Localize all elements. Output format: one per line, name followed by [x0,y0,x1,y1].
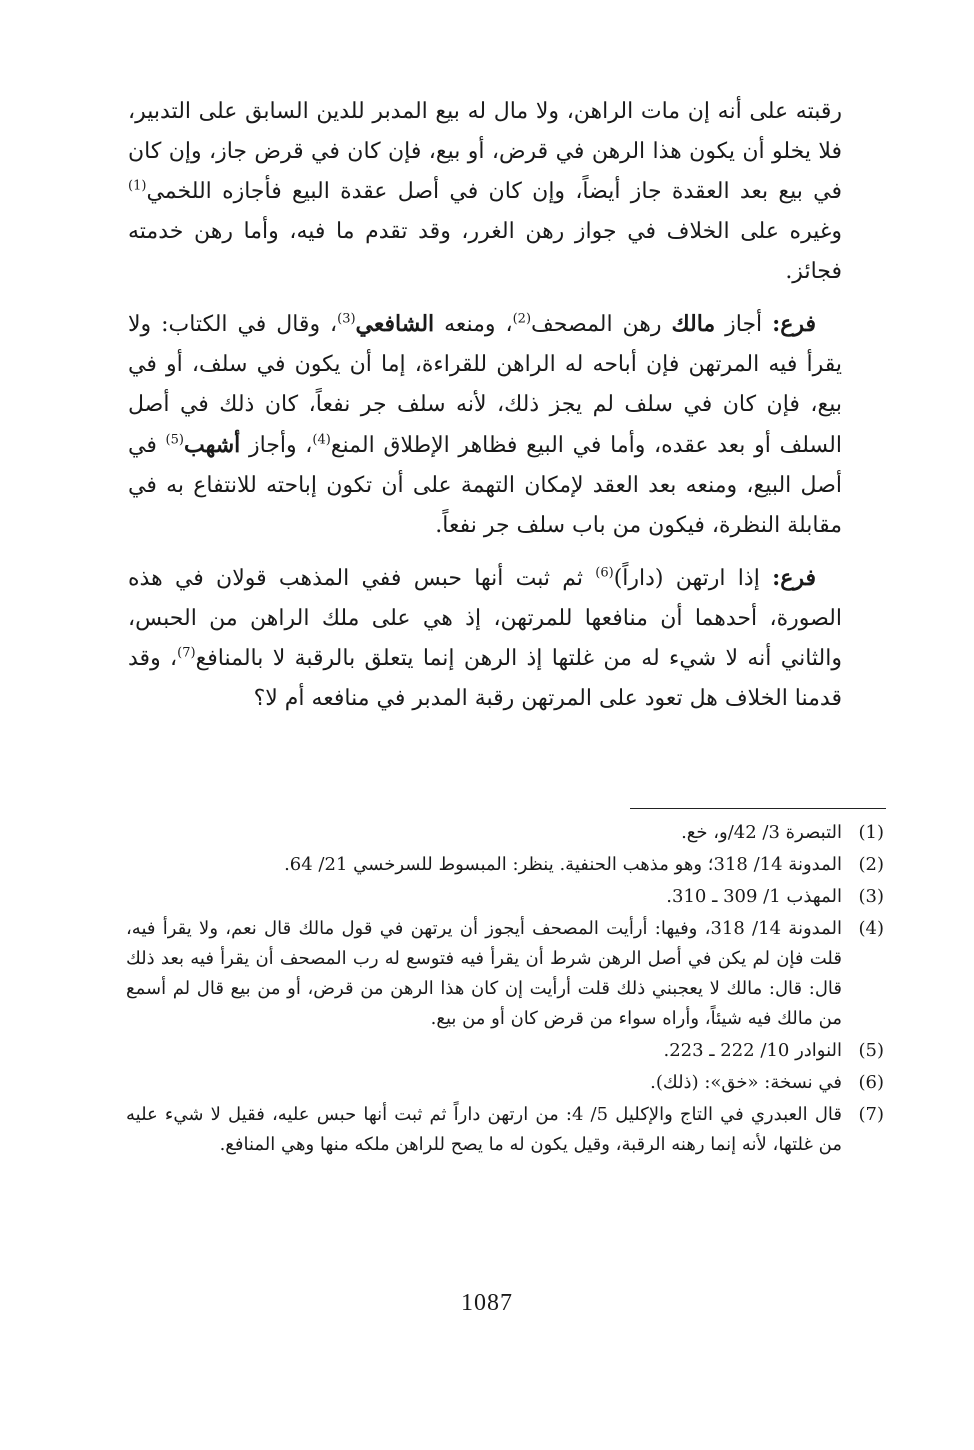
paragraph-2-text-d: ، وقال في الكتاب: ولا يقرأ فيه المرتهن فإن أباحه له الراهن للقراءة، إما أن يكون في سلف، أو في بيع، فإن كان في سلف لم يجز ذلك، لأنه سلف جر نفعاً، كان ذلك في أصل السلف أو بعد عقده، وأما في البيع فظاهر الإطلاق المنع [128,312,842,458]
footnote-item [126,882,884,912]
paragraph-3-text-c: ، وقد قدمنا الخلاف هل تعود على المرتهن رقبة المدبر في منافعه أم لا؟ [128,646,842,711]
footnote-number: (6) [858,1072,884,1093]
footnote-item [126,1068,884,1098]
paragraph-1-tail: وغيره على الخلاف في جواز رهن الغرر، وقد تقدم ما فيه، وأما رهن خدمته فجائز. [128,219,842,284]
paragraph-3 [128,558,842,719]
footnote-text: النوادر 10/ 222 ـ 223. [663,1040,842,1061]
footnote-text: المهذب 1/ 309 ـ 310. [666,886,842,907]
footnote-text: في نسخة: «خق»: (ذلك). [650,1072,842,1093]
section-label-far-2: فرع: [772,565,816,591]
footnote-ref-7[interactable]: (7) [177,645,196,661]
paragraph-3-text-b: ثم ثبت أنها حبس ففي المذهب قولان في هذه الصورة، أحدهما أن منافعها للمرتهن، إذ هي على ملك الراهن من الحبس، والثاني أنه لا شيء له من غلتها إذ الرهن إنما يتعلق بالرقبة لا بالمنافع [128,566,842,671]
footnote-item [126,1036,884,1066]
footnote-number: (7) [858,1104,884,1125]
name-shafii: الشافعي [355,311,435,337]
section-label-far: فرع: [772,311,816,337]
paragraph-2-text-e: ، وأجاز [240,433,313,458]
page-number: 1087 [461,1290,513,1316]
footnote-ref-2[interactable]: (2) [512,311,532,327]
paragraph-1 [128,92,842,292]
footnote-item [126,1100,884,1160]
paragraph-2 [128,304,842,546]
footnotes-block [126,818,884,1162]
paragraph-2-text-a: أجاز [715,312,773,337]
paragraph-2-text-b: رهن المصحف [531,312,672,337]
footnote-number: (1) [858,822,884,843]
footnote-text: المدونة 14/ 318، وفيها: أرأيت المصحف أيجوز أن يرتهن في قول مالك قال نعم، ولا يقرأ فيه، قلت فإن لم يكن في أصل الرهن شرط أن يقرأ فيه فتوسع له رب المصحف أن يقرأ فيه بعد ذلك قال: قال: مالك لا يعجبني ذلك قلت أرأيت إن كان هذا الرهن من قرض، أو من بيع قال لم أسمع من مالك فيه شيئاً، وأراه سواء من قرض كان أو من بيع. [126,918,842,1029]
footnote-item [126,914,884,1034]
name-ashhab: أشهب [183,432,241,458]
footnote-ref-3[interactable]: (3) [337,311,356,327]
name-malik: مالك [671,311,716,337]
footnote-number: (4) [858,918,884,939]
footnote-number: (5) [858,1040,884,1061]
footnote-ref-1[interactable]: (1) [128,178,147,194]
footnote-ref-4[interactable]: (4) [312,432,331,448]
paragraph-2-text-c: ، ومنعه [434,312,513,337]
main-text-block [128,92,842,731]
paragraph-2-text-f: في أصل البيع، ومنعه بعد العقد لإمكان التهمة على أن تكون إباحته للانتفاع به في مقابلة النظرة، فيكون من باب سلف جر نفعاً. [128,433,842,538]
footnote-ref-6[interactable]: (6) [595,565,614,581]
paragraph-1-text: رقبته على أنه إن مات الراهن، ولا مال له بيع المدبر للدين السابق على التدبير، فلا يخلو أن يكون هذا الرهن في قرض، أو بيع، فإن كان في قرض جاز، وإن كان في بيع بعد العقدة جاز أيضاً، وإن كان في أصل عقدة البيع فأجازه اللخمي [128,99,842,204]
footnote-ref-5[interactable]: (5) [165,432,184,448]
footnote-item [126,850,884,880]
paragraph-3-text-a: إذا ارتهن (داراً) [613,566,773,591]
footnote-number: (2) [858,854,884,875]
footnote-separator [630,808,886,809]
footnote-text: التبصرة 3/ 42/و، خع. [681,822,842,843]
footnote-item [126,818,884,848]
footnote-text: قال العبدري في التاج والإكليل 5/ 4: من ارتهن داراً ثم ثبت أنها حبس عليه، فقيل لا شيء عليه من غلتها، لأنه إنما رهنه الرقبة، وقيل يكون له ما يصح للراهن ملكه منها وهي المنافع. [126,1104,842,1155]
footnote-number: (3) [858,886,884,907]
footnote-text: المدونة 14/ 318؛ وهو مذهب الحنفية. ينظر: المبسوط للسرخسي 21/ 64. [284,854,842,875]
